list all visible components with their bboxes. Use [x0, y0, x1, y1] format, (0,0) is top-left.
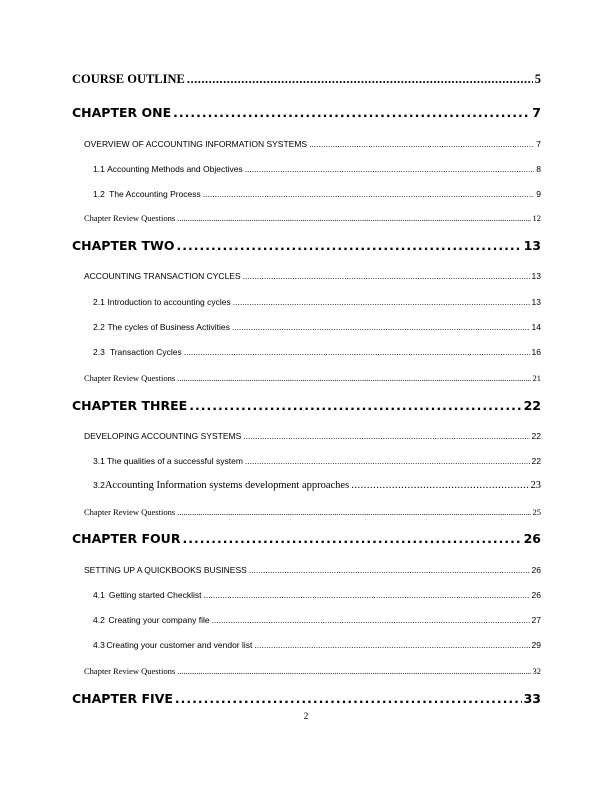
- toc-entry-subsection[interactable]: [93, 347, 541, 357]
- toc-entry-subsection[interactable]: [93, 456, 541, 466]
- toc-title: Introduction to accounting cycles: [107, 297, 231, 307]
- dot-leader: [249, 565, 530, 575]
- toc-title: CHAPTER FIVE: [72, 691, 173, 706]
- toc-title: Accounting Information systems development approaches: [104, 480, 350, 491]
- toc-entry-subsection[interactable]: [93, 590, 541, 600]
- toc-title: CHAPTER ONE: [72, 105, 172, 120]
- toc-entry-chapter-four[interactable]: [72, 531, 541, 546]
- toc-page-number: 13: [531, 297, 541, 307]
- dot-leader: [187, 72, 533, 87]
- toc-entry-chapter-two[interactable]: [72, 238, 541, 253]
- dot-leader: [177, 666, 530, 676]
- toc-page-number: 7: [536, 139, 541, 149]
- toc-entry-review[interactable]: [84, 666, 541, 676]
- toc-title: Chapter Review Questions: [84, 507, 176, 517]
- toc-title: Creating your company file: [108, 615, 210, 625]
- toc-number: 2.3: [93, 347, 105, 357]
- toc-entry-section[interactable]: [84, 271, 541, 281]
- toc-number: 1.1: [93, 164, 105, 174]
- toc-title: COURSE OUTLINE: [72, 72, 185, 86]
- toc-page-number: 16: [531, 347, 541, 357]
- dot-leader: [177, 507, 530, 517]
- dot-leader: [212, 615, 530, 625]
- toc-entry-section[interactable]: [84, 565, 541, 575]
- dot-leader: [245, 456, 530, 466]
- toc-number: 3.1: [93, 456, 105, 466]
- toc-page-number: 21: [532, 373, 541, 383]
- toc-entry-chapter-one[interactable]: [72, 105, 541, 120]
- dot-leader: [243, 271, 530, 281]
- toc-page-number: 29: [531, 640, 541, 650]
- dot-leader: [177, 213, 530, 223]
- toc-title: Transaction Cycles: [109, 347, 182, 357]
- toc-entry-subsection[interactable]: [93, 189, 541, 199]
- toc-title: The Accounting Process: [109, 189, 201, 199]
- toc-page-number: 9: [536, 189, 541, 199]
- toc-title: The cycles of Business Activities: [107, 322, 230, 332]
- toc-entry-chapter-five[interactable]: [72, 691, 541, 706]
- toc-page-number: 27: [531, 615, 541, 625]
- dot-leader: [175, 691, 522, 706]
- dot-leader: [203, 189, 534, 199]
- toc-number: 2.2: [93, 322, 105, 332]
- dot-leader: [233, 297, 530, 307]
- dot-leader: [182, 531, 521, 546]
- dot-leader: [189, 398, 521, 413]
- dot-leader: [309, 139, 534, 149]
- toc-entry-review[interactable]: [84, 507, 541, 517]
- dot-leader: [243, 431, 529, 441]
- dot-leader: [173, 105, 530, 120]
- dot-leader: [203, 590, 529, 600]
- toc-page-number: 32: [532, 666, 541, 676]
- toc-number: 1.2: [93, 189, 105, 199]
- toc-page-number: 12: [532, 213, 541, 223]
- toc-title: SETTING UP A QUICKBOOKS BUSINESS: [84, 565, 247, 575]
- toc-title: ACCOUNTING TRANSACTION CYCLES: [84, 271, 241, 281]
- toc-entry-subsection[interactable]: [93, 615, 541, 625]
- toc-number: 3.2: [93, 480, 105, 490]
- toc-page-number: 23: [530, 480, 541, 491]
- toc-number: 4.1: [93, 590, 105, 600]
- toc-title: Chapter Review Questions: [84, 666, 176, 676]
- toc-title: Accounting Methods and Objectives: [107, 164, 243, 174]
- toc-title: Getting started Checklist: [108, 590, 202, 600]
- dot-leader: [184, 347, 530, 357]
- toc-entry-section[interactable]: [84, 431, 541, 441]
- dot-leader: [177, 373, 530, 383]
- dot-leader: [254, 640, 529, 650]
- toc-entry-subsection[interactable]: [93, 164, 541, 174]
- toc-page-number: 14: [531, 322, 541, 332]
- dot-leader: [176, 238, 521, 253]
- toc-title: DEVELOPING ACCOUNTING SYSTEMS: [84, 431, 242, 441]
- page-number-footer: 2: [303, 711, 309, 721]
- toc-page-number: 13: [531, 271, 541, 281]
- toc-entry-subsection[interactable]: [93, 297, 541, 307]
- toc-page-number: 5: [534, 72, 541, 86]
- toc-number: 4.2: [93, 615, 105, 625]
- toc-entry-course-outline[interactable]: [72, 72, 541, 87]
- toc-page-number: 26: [531, 565, 541, 575]
- toc-title: CHAPTER FOUR: [72, 531, 181, 546]
- toc-number: 4.3: [93, 640, 105, 650]
- toc-page-number: 33: [523, 691, 541, 706]
- toc-entry-subsection[interactable]: [93, 640, 541, 650]
- toc-title: CHAPTER TWO: [72, 238, 175, 253]
- toc-title: Chapter Review Questions: [84, 213, 176, 223]
- toc-page-number: 22: [531, 431, 541, 441]
- dot-leader: [232, 322, 530, 332]
- toc-page-number: 22: [523, 398, 541, 413]
- toc-page-number: 26: [523, 531, 541, 546]
- toc-entry-review[interactable]: [84, 213, 541, 223]
- toc-entry-review[interactable]: [84, 373, 541, 383]
- toc-page-number: 7: [532, 105, 541, 120]
- toc-page-number: 8: [536, 164, 541, 174]
- toc-entry-subsection[interactable]: [93, 322, 541, 332]
- toc-page-number: 25: [532, 507, 541, 517]
- toc-page-number: 26: [531, 590, 541, 600]
- toc-page-number: 22: [531, 456, 541, 466]
- toc-title: OVERVIEW OF ACCOUNTING INFORMATION SYSTEMS: [84, 139, 308, 149]
- toc-title: Creating your customer and vendor list: [106, 640, 253, 650]
- dot-leader: [245, 164, 535, 174]
- toc-entry-section[interactable]: [84, 139, 541, 149]
- toc-title: Chapter Review Questions: [84, 373, 176, 383]
- toc-page-number: 13: [523, 238, 541, 253]
- toc-entry-chapter-three[interactable]: [72, 398, 541, 413]
- toc-entry-subsection[interactable]: [93, 480, 541, 491]
- toc-title: The qualities of a successful system: [106, 456, 243, 466]
- toc-title: CHAPTER THREE: [72, 398, 188, 413]
- dot-leader: [351, 480, 528, 491]
- toc-number: 2.1: [93, 297, 105, 307]
